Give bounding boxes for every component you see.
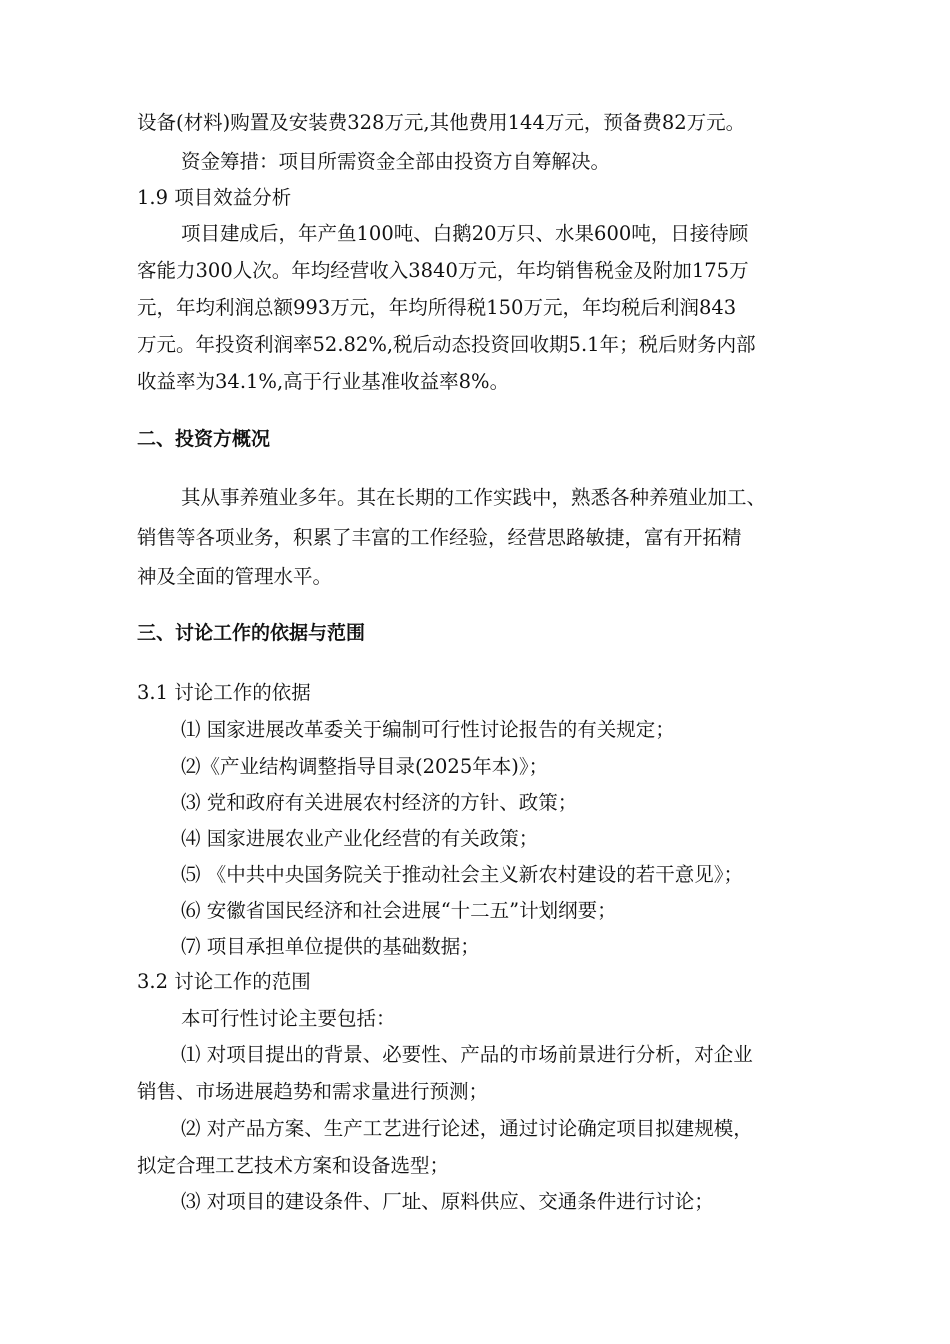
basis-item: ⑵《产业结构调整指导目录(2025年本)》； (181, 755, 549, 778)
scope-line: 销售、市场进展趋势和需求量进行预测； (137, 1080, 489, 1103)
scope-line: ⑶ 对项目的建设条件、厂址、原料供应、交通条件进行讨论； (181, 1190, 714, 1213)
basis-item: ⑴ 国家进展改革委关于编制可行性讨论报告的有关规定； (181, 718, 675, 741)
investor-line: 神及全面的管理水平。 (137, 565, 333, 588)
benefit-line: 收益率为34.1%,高于行业基准收益率8%。 (137, 370, 510, 393)
benefit-line: 客能力300人次。年均经营收入3840万元，年均销售税金及附加175万 (137, 259, 749, 282)
investor-line: 销售等各项业务，积累了丰富的工作经验，经营思路敏捷，富有开拓精 (137, 526, 742, 549)
basis-item: ⑹ 安徽省国民经济和社会进展“十二五”计划纲要； (181, 899, 617, 922)
section-heading-3: 三、讨论工作的依据与范围 (137, 622, 366, 644)
benefit-line: 元，年均利润总额993万元，年均所得税150万元，年均税后利润843 (137, 296, 737, 319)
scope-intro: 本可行性讨论主要包括： (181, 1007, 396, 1030)
basis-item: ⑶ 党和政府有关进展农村经济的方针、政策； (181, 791, 578, 814)
benefit-line: 万元。年投资利润率52.82%,税后动态投资回收期5.1年；税后财务内部 (137, 333, 756, 356)
basis-item: ⑷ 国家进展农业产业化经营的有关政策； (181, 827, 539, 850)
section-heading-1-9: 1.9 项目效益分析 (137, 186, 292, 209)
subsection-heading-3-2: 3.2 讨论工作的范围 (137, 970, 311, 993)
basis-item: ⑸ 《中共中央国务院关于推动社会主义新农村建设的若干意见》； (181, 863, 743, 886)
scope-line: ⑴ 对项目提出的背景、必要性、产品的市场前景进行分析，对企业 (181, 1043, 753, 1066)
benefit-line: 项目建成后，年产鱼100吨、白鹅20万只、水果600吨，日接待顾 (181, 222, 749, 245)
subsection-heading-3-1: 3.1 讨论工作的依据 (137, 681, 311, 704)
text-line-funding: 资金筹措：项目所需资金全部由投资方自筹解决。 (181, 150, 611, 173)
text-line-cost: 设备(材料)购置及安装费328万元,其他费用144万元，预备费82万元。 (137, 111, 746, 134)
scope-line: ⑵ 对产品方案、生产工艺进行论述，通过讨论确定项目拟建规模， (181, 1117, 753, 1140)
basis-item: ⑺ 项目承担单位提供的基础数据； (181, 935, 480, 958)
scope-line: 拟定合理工艺技术方案和设备选型； (137, 1154, 450, 1177)
section-heading-2: 二、投资方概况 (137, 428, 271, 450)
investor-line: 其从事养殖业多年。其在长期的工作实践中，熟悉各种养殖业加工、 (181, 486, 767, 509)
